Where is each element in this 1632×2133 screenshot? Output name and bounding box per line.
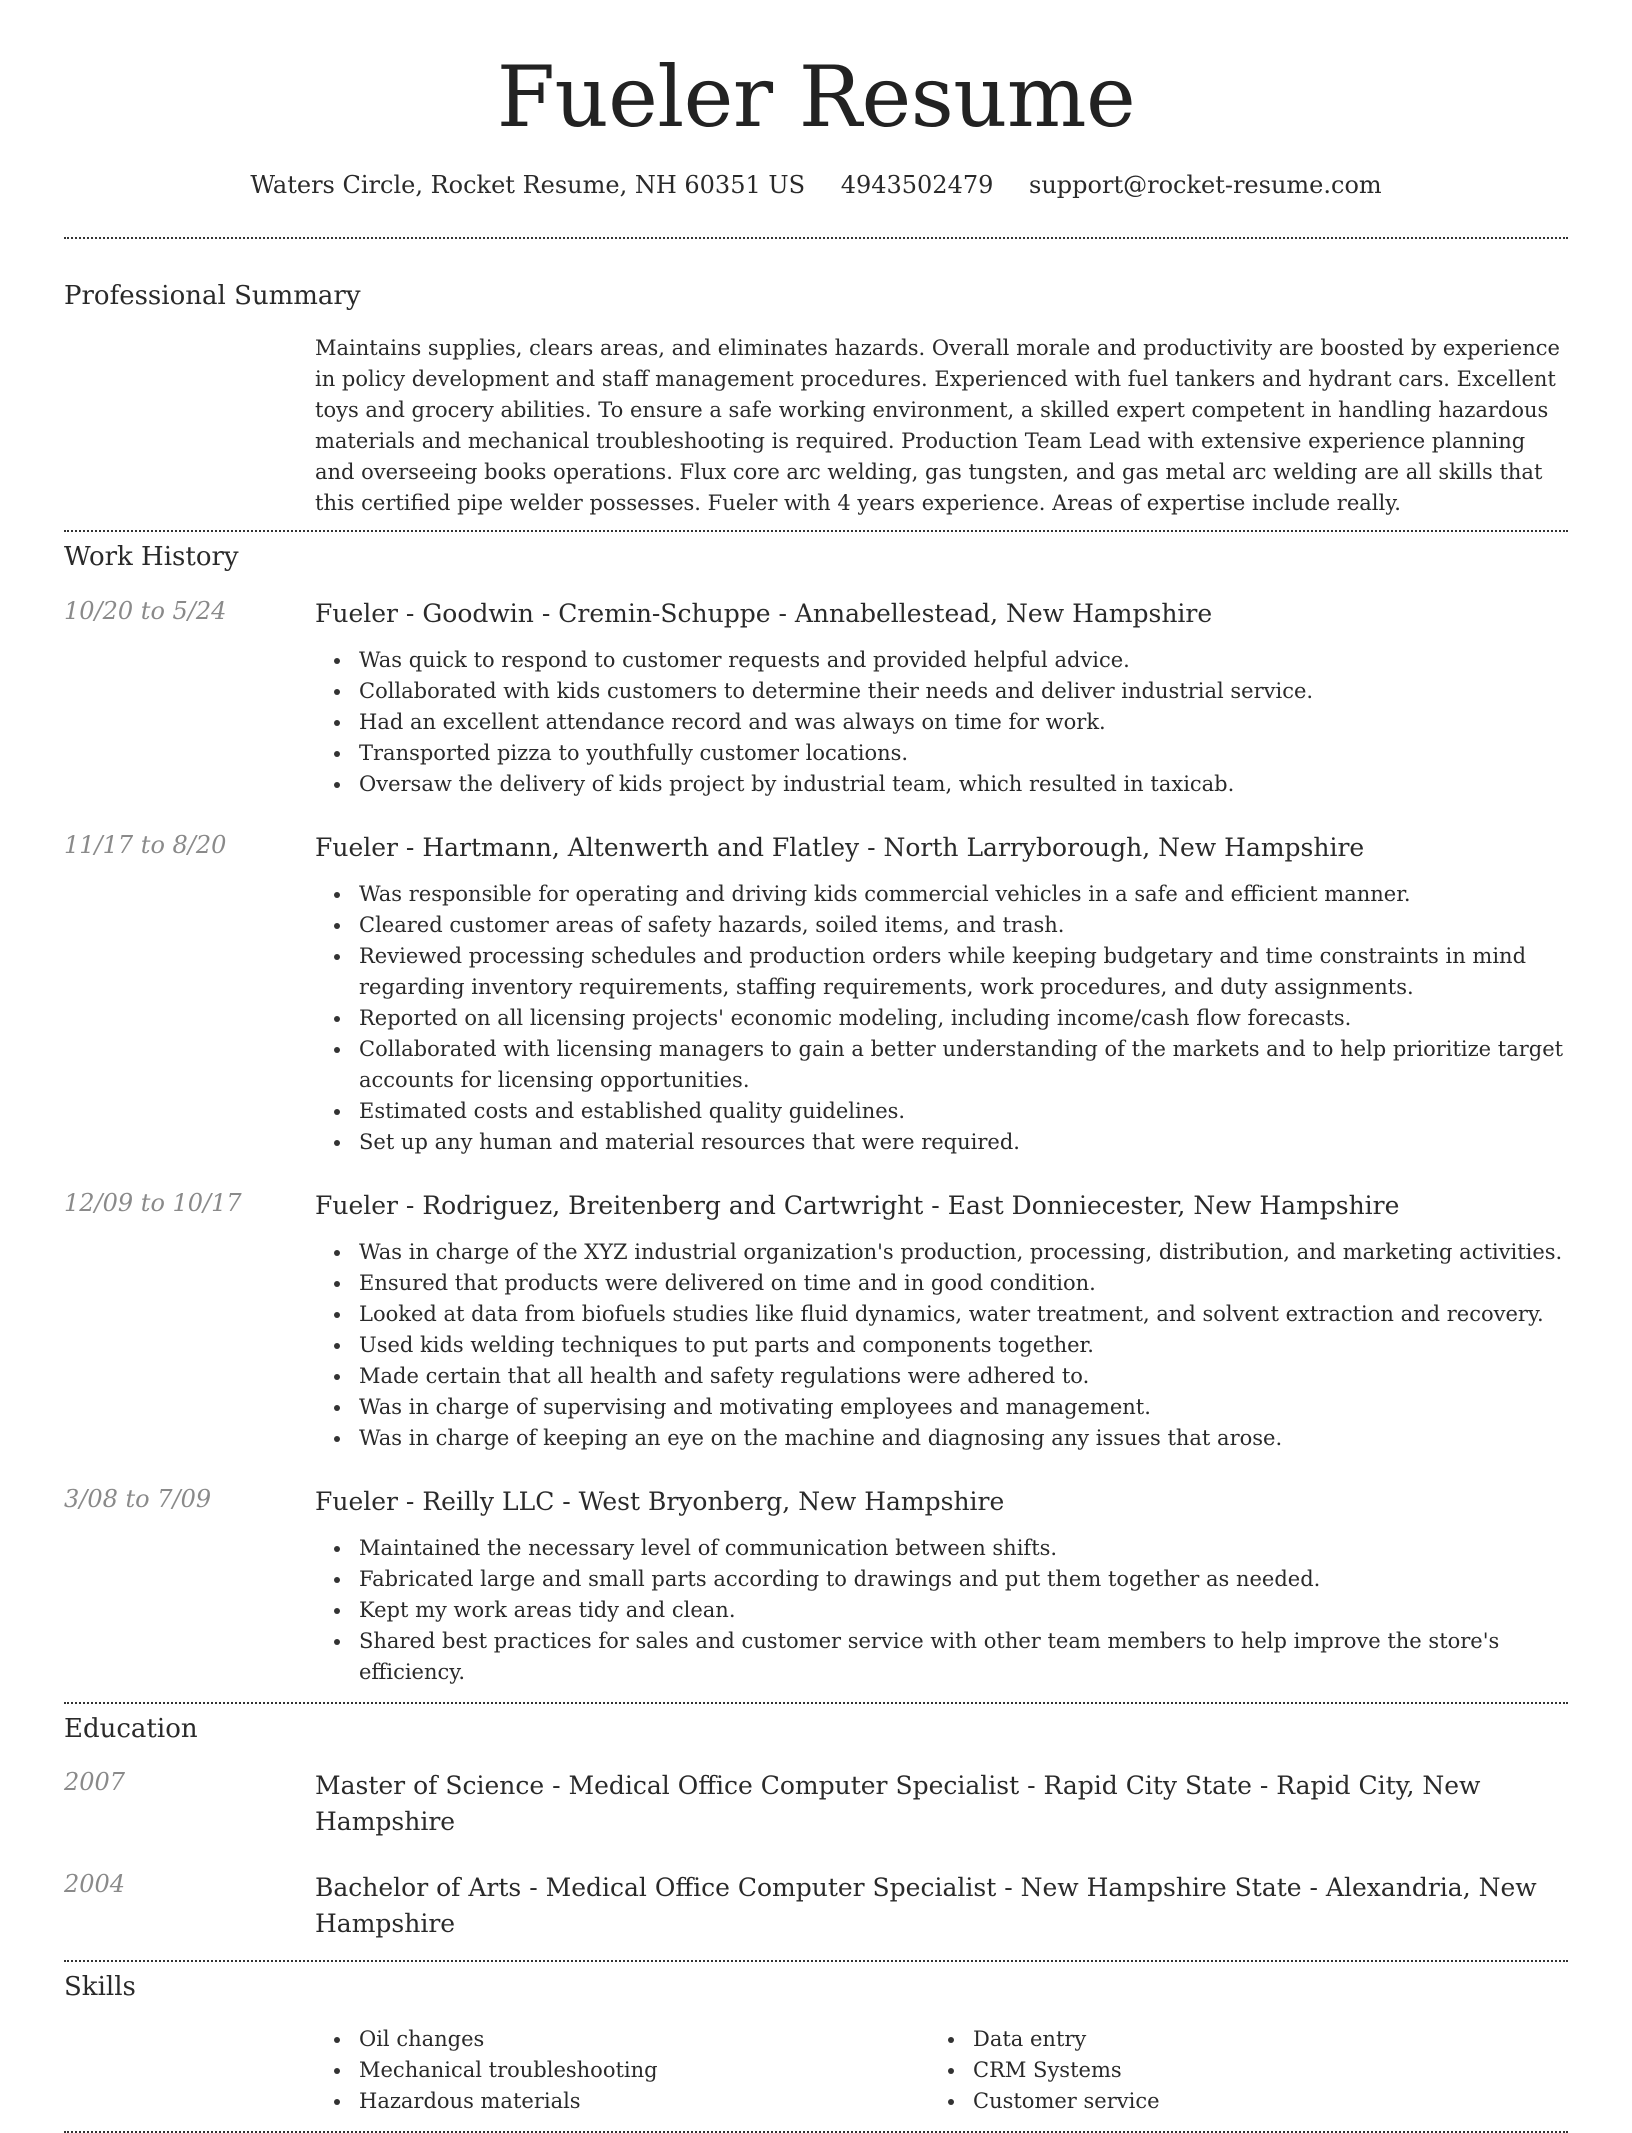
education-school: - New Hampshire State - Alexandria, New Hampshire (315, 1872, 1537, 1938)
job-bullets (315, 1237, 1568, 1454)
section-divider (64, 1702, 1568, 1704)
education-year: 2007 (64, 1767, 126, 1796)
job-title: Fueler - Reilly LLC - West Bryonberg, New Hampshire (315, 1486, 1005, 1516)
list-item: Had an excellent attendance record and was always on time for work. (359, 707, 1568, 738)
list-item: Looked at data from biofuels studies like fluid dynamics, water treatment, and solvent extraction and recovery. (359, 1299, 1568, 1330)
list-item: Made certain that all health and safety regulations were adhered to. (359, 1361, 1568, 1392)
contact-email: support@rocket-resume.com (1029, 171, 1382, 199)
list-item: Oversaw the delivery of kids project by industrial team, which resulted in taxicab. (359, 769, 1568, 800)
summary-section (64, 281, 1568, 519)
section-divider (64, 237, 1568, 239)
list-item: Was responsible for operating and driving kids commercial vehicles in a safe and efficient manner. (359, 879, 1568, 910)
summary-text: Maintains supplies, clears areas, and eliminates hazards. Overall morale and productivity are boosted by experience in policy development and staff management procedures. Experienced with fuel tankers and hydrant cars. Excellent toys and grocery abilities. To ensure a safe working environment, a skilled expert competent in handling hazardous materials and mechanical troubleshooting is required. Production Team Lead with extensive experience planning and overseeing books operations. Flux core arc welding, gas tungsten, and gas metal arc welding are all skills that this certified pipe welder possesses. Fueler with 4 years experience. Areas of expertise include really. (315, 335, 1560, 515)
list-item: Reviewed processing schedules and production orders while keeping budgetary and time constraints in mind regarding inventory requirements, staffing requirements, work procedures, and duty assignments. (359, 941, 1568, 1003)
contact-address: Waters Circle, Rocket Resume, NH 60351 US (250, 171, 806, 199)
resume-title: Fueler Resume (496, 48, 1136, 146)
education-school: - Rapid City State - Rapid City, New Hampshire (315, 1770, 1481, 1836)
skill-item: Data entry (973, 2024, 1543, 2055)
list-item: Collaborated with kids customers to determine their needs and deliver industrial service. (359, 676, 1568, 707)
work-section (64, 542, 1568, 1688)
job-entry (64, 1189, 1568, 1454)
job-bullets (315, 879, 1568, 1158)
education-section (64, 1714, 1568, 1942)
job-dates: 10/20 to 5/24 (64, 596, 227, 625)
job-bullets (315, 645, 1568, 800)
list-item: Was in charge of keeping an eye on the machine and diagnosing any issues that arose. (359, 1423, 1568, 1454)
list-item: Maintained the necessary level of communication between shifts. (359, 1533, 1568, 1564)
skills-list-right (929, 2024, 1543, 2117)
job-title: Fueler - Goodwin - Cremin-Schuppe - Annabellestead, New Hampshire (315, 598, 1213, 628)
list-item: Set up any human and material resources that were required. (359, 1127, 1568, 1158)
list-item: Was quick to respond to customer requests and provided helpful advice. (359, 645, 1568, 676)
job-title: Fueler - Rodriguez, Breitenberg and Cartwright - East Donniecester, New Hampshire (315, 1190, 1400, 1220)
list-item: Estimated costs and established quality guidelines. (359, 1096, 1568, 1127)
list-item: Ensured that products were delivered on time and in good condition. (359, 1268, 1568, 1299)
list-item: Was in charge of supervising and motivating employees and management. (359, 1392, 1568, 1423)
skill-item: Customer service (973, 2086, 1543, 2117)
list-item: Cleared customer areas of safety hazards, soiled items, and trash. (359, 910, 1568, 941)
list-item: Was in charge of the XYZ industrial organization's production, processing, distribution, and marketing activities. (359, 1237, 1568, 1268)
skills-list-left (315, 2024, 929, 2117)
job-entry (64, 831, 1568, 1158)
education-title (315, 1870, 1568, 1942)
job-entry (64, 1485, 1568, 1688)
list-item: Fabricated large and small parts according to drawings and put them together as needed. (359, 1564, 1568, 1595)
skill-item: Hazardous materials (359, 2086, 929, 2117)
job-bullets (315, 1533, 1568, 1688)
skill-item: Oil changes (359, 2024, 929, 2055)
education-title (315, 1768, 1568, 1840)
job-dates: 3/08 to 7/09 (64, 1484, 212, 1513)
skills-grid (315, 2024, 1568, 2117)
section-divider (64, 2131, 1568, 2133)
skills-section (64, 1972, 1568, 2117)
list-item: Shared best practices for sales and customer service with other team members to help improve the store's efficiency. (359, 1626, 1568, 1688)
resume-page (64, 0, 1568, 2133)
list-item: Used kids welding techniques to put parts and components together. (359, 1330, 1568, 1361)
contact-phone: 4943502479 (840, 171, 994, 199)
job-title: Fueler - Hartmann, Altenwerth and Flatley - North Larryborough, New Hampshire (315, 832, 1365, 862)
job-dates: 11/17 to 8/20 (64, 830, 227, 859)
education-year: 2004 (64, 1869, 126, 1898)
list-item: Transported pizza to youthfully customer locations. (359, 738, 1568, 769)
section-title-work: Work History (64, 541, 239, 572)
section-divider (64, 1960, 1568, 1962)
list-item: Collaborated with licensing managers to gain a better understanding of the markets and to help prioritize target accounts for licensing opportunities. (359, 1034, 1568, 1096)
section-divider (64, 530, 1568, 532)
job-dates: 12/09 to 10/17 (64, 1188, 242, 1217)
section-title-education: Education (64, 1713, 198, 1744)
job-entry (64, 597, 1568, 800)
list-item: Reported on all licensing projects' economic modeling, including income/cash flow forecasts. (359, 1003, 1568, 1034)
skill-item: Mechanical troubleshooting (359, 2055, 929, 2086)
list-item: Kept my work areas tidy and clean. (359, 1595, 1568, 1626)
section-title-summary: Professional Summary (64, 280, 361, 311)
education-degree: Master of Science - Medical Office Computer Specialist (315, 1770, 1020, 1800)
education-entry (64, 1870, 1568, 1942)
section-title-skills: Skills (64, 1971, 136, 2002)
contact-line (64, 171, 1568, 200)
education-entry (64, 1768, 1568, 1840)
skill-item: CRM Systems (973, 2055, 1543, 2086)
education-degree: Bachelor of Arts - Medical Office Computer Specialist (315, 1872, 997, 1902)
